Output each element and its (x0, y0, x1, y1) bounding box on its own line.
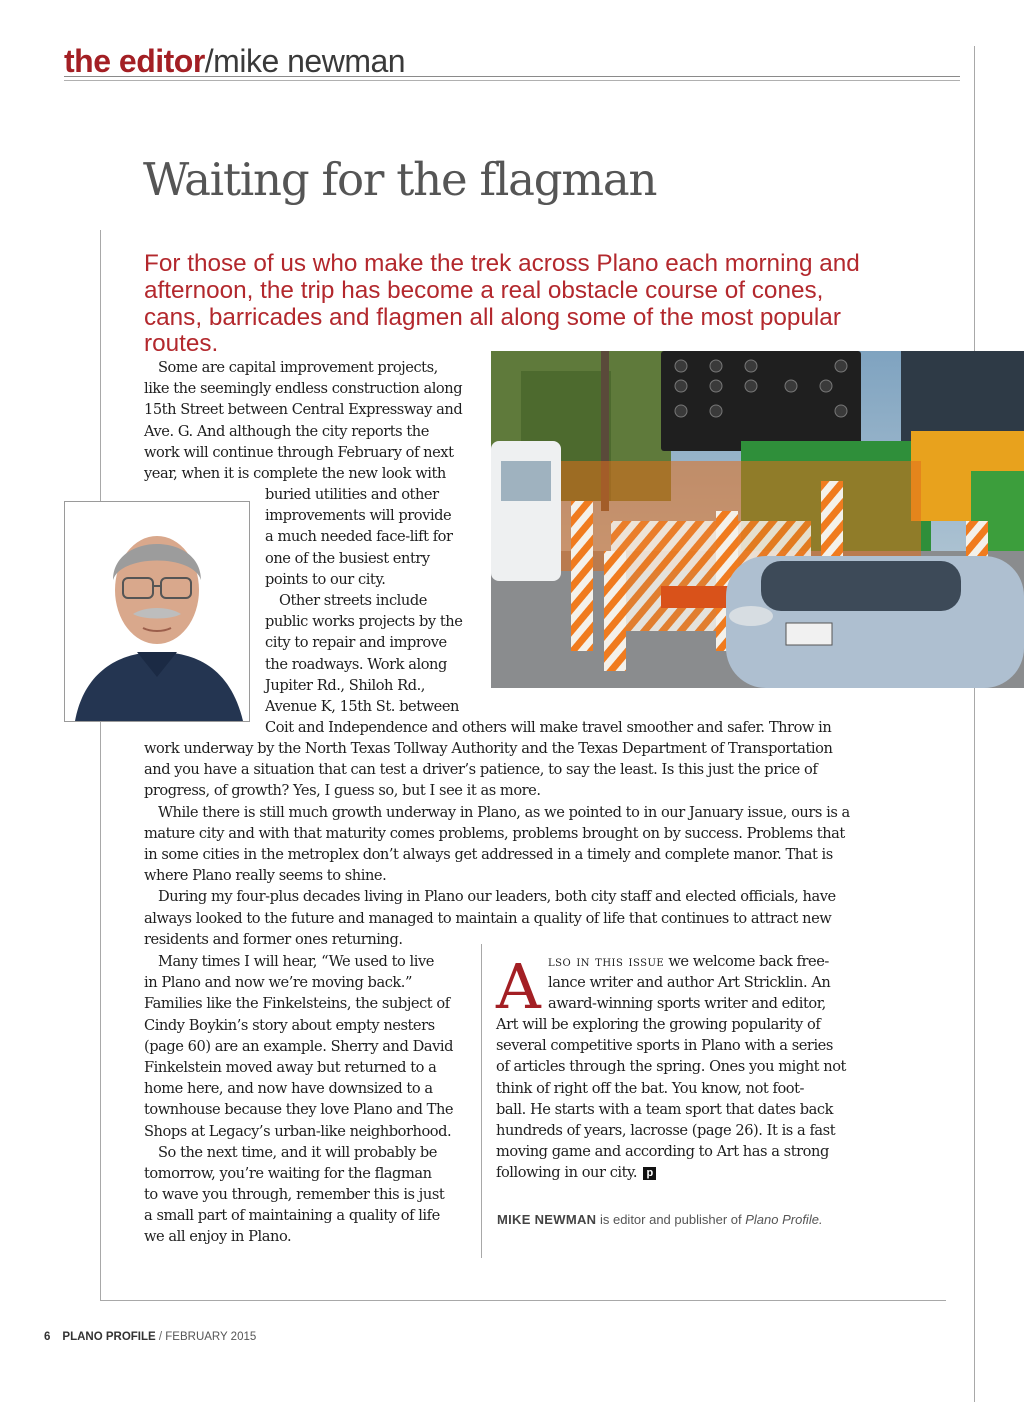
body-line: progress, of growth? Yes, I guess so, but I see it as more. (144, 782, 541, 800)
sidebar-line: hundreds of years, lacrosse (page 26). It is a fast (496, 1121, 836, 1139)
sidebar-lead-rest: we welcome back free- (664, 953, 829, 970)
sidebar-body (496, 1014, 876, 1184)
sidebar-first-line (548, 951, 878, 972)
sidebar-line: lance writer and author Art Stricklin. An (548, 974, 831, 992)
body-line: Many times I will hear, “We used to live (158, 953, 434, 970)
footer-separator: / (155, 1331, 166, 1343)
body-line: mature city and with that maturity comes problems, problems brought on by success. Problems that (144, 824, 845, 842)
body-line: to wave you through, remember this is just (144, 1186, 445, 1204)
body-line: always looked to the future and managed to maintain a quality of life that continues to attract new (144, 909, 832, 927)
body-line: While there is still much growth underway in Plano, as we pointed to in our January issue, ours is a (158, 803, 850, 821)
body-line: residents and former ones returning. (144, 930, 403, 948)
header-rule-secondary (64, 80, 960, 81)
article-deck: For those of us who make the trek across Plano each morning and afternoon, the trip has become a real obstacle course of cones, cans, barricades and flagmen all along some of the most popular routes. (144, 250, 860, 358)
body-line: in Plano and now we’re moving back.” (144, 974, 413, 992)
body-line: points to our city. (265, 570, 386, 588)
header-rule (64, 76, 960, 77)
header-author: mike newman (213, 43, 406, 79)
body-column-left (144, 951, 474, 1248)
sidebar-capped-lines (548, 951, 878, 1015)
sidebar-line: following in our city. (496, 1164, 638, 1182)
body-line: Families like the Finkelsteins, the subject of (144, 995, 450, 1013)
sidebar-line: ball. He starts with a team sport that dates back (496, 1100, 834, 1118)
credit-publication: Plano Profile. (745, 1212, 823, 1227)
body-line: in some cities in the metroplex don’t always get addressed in a timely and complete manor. That is (144, 845, 833, 863)
author-credit (497, 1212, 823, 1227)
body-line: Coit and Independence and others will make travel smoother and safer. Throw in (265, 719, 832, 737)
article-border-left (100, 230, 101, 1300)
body-line: work will continue through February of next (144, 443, 454, 461)
body-line: Cindy Boykin’s story about empty nesters (144, 1016, 435, 1034)
magazine-name: PLANO PROFILE (62, 1331, 156, 1343)
body-line: work underway by the North Texas Tollway Authority and the Texas Department of Transportation (144, 740, 833, 757)
body-line: a small part of maintaining a quality of life (144, 1207, 440, 1225)
portrait-image (65, 502, 249, 721)
sidebar-line: several competitive sports in Plano with a series (496, 1037, 833, 1055)
body-line: Jupiter Rd., Shiloh Rd., (265, 676, 425, 694)
drop-cap: A (496, 950, 541, 1023)
credit-name: MIKE NEWMAN (497, 1212, 597, 1227)
body-line: 15th Street between Central Expressway and (144, 401, 463, 419)
body-line: year, when it is complete the new look with (144, 464, 446, 482)
body-line: improvements will provide (265, 507, 452, 525)
sidebar-line-last (496, 1162, 876, 1183)
body-line: a much needed face-lift for (265, 528, 453, 546)
page-number: 6 (44, 1331, 51, 1343)
body-line: During my four-plus decades living in Plano our leaders, both city staff and elected officials, have (158, 888, 836, 906)
body-line: Shops at Legacy’s urban-like neighborhood. (144, 1122, 452, 1140)
body-line: tomorrow, you’re waiting for the flagman (144, 1164, 432, 1182)
body-line: like the seemingly endless construction along (144, 380, 463, 398)
body-line: townhouse because they love Plano and The (144, 1101, 454, 1119)
section-label: the editor (64, 43, 205, 79)
article-title: Waiting for the flagman (143, 153, 657, 206)
credit-text: is editor and publisher of (596, 1212, 746, 1227)
body-line: Ave. G. And although the city reports the (144, 422, 429, 440)
issue-date: FEBRUARY 2015 (165, 1331, 257, 1343)
section-header (64, 44, 405, 80)
body-line: where Plano really seems to shine. (144, 867, 387, 885)
body-line: So the next time, and it will probably be (158, 1143, 437, 1161)
page-border-right (974, 46, 975, 1402)
body-line: public works projects by the (265, 613, 463, 631)
body-line: one of the busiest entry (265, 549, 430, 567)
sidebar-line: think of right off the bat. You know, not foot- (496, 1079, 805, 1097)
sidebar-line: moving game and according to Art has a strong (496, 1143, 829, 1161)
sidebar-line: Art will be exploring the growing popularity of (496, 1016, 821, 1033)
body-line: city to repair and improve (265, 634, 447, 652)
end-mark-icon: p (643, 1167, 656, 1180)
column-divider (481, 944, 482, 1258)
body-line: Some are capital improvement projects, (158, 359, 438, 376)
page-footer (44, 1331, 256, 1343)
body-line: home here, and now have downsized to a (144, 1080, 433, 1098)
body-line: Avenue K, 15th St. between (265, 697, 460, 715)
body-column-wrap (265, 484, 965, 738)
body-line: and you have a situation that can test a driver’s patience, to say the least. Is this just the price of (144, 761, 818, 779)
body-line: Other streets include (279, 591, 427, 609)
article-border-bottom (100, 1300, 946, 1301)
header-slash: / (204, 43, 214, 79)
body-column-full (144, 738, 944, 950)
body-line: buried utilities and other (265, 486, 439, 503)
body-line: (page 60) are an example. Sherry and David (144, 1037, 453, 1055)
body-line: the roadways. Work along (265, 655, 447, 673)
body-column-intro (144, 357, 489, 484)
sidebar-line: of articles through the spring. Ones you might not (496, 1058, 846, 1076)
body-line: Finkelstein moved away but returned to a (144, 1058, 437, 1076)
sidebar-line: award-winning sports writer and editor, (548, 995, 826, 1013)
author-portrait (64, 501, 250, 722)
sidebar-lead-in: lso in this issue (548, 953, 665, 970)
body-line: we all enjoy in Plano. (144, 1228, 292, 1246)
